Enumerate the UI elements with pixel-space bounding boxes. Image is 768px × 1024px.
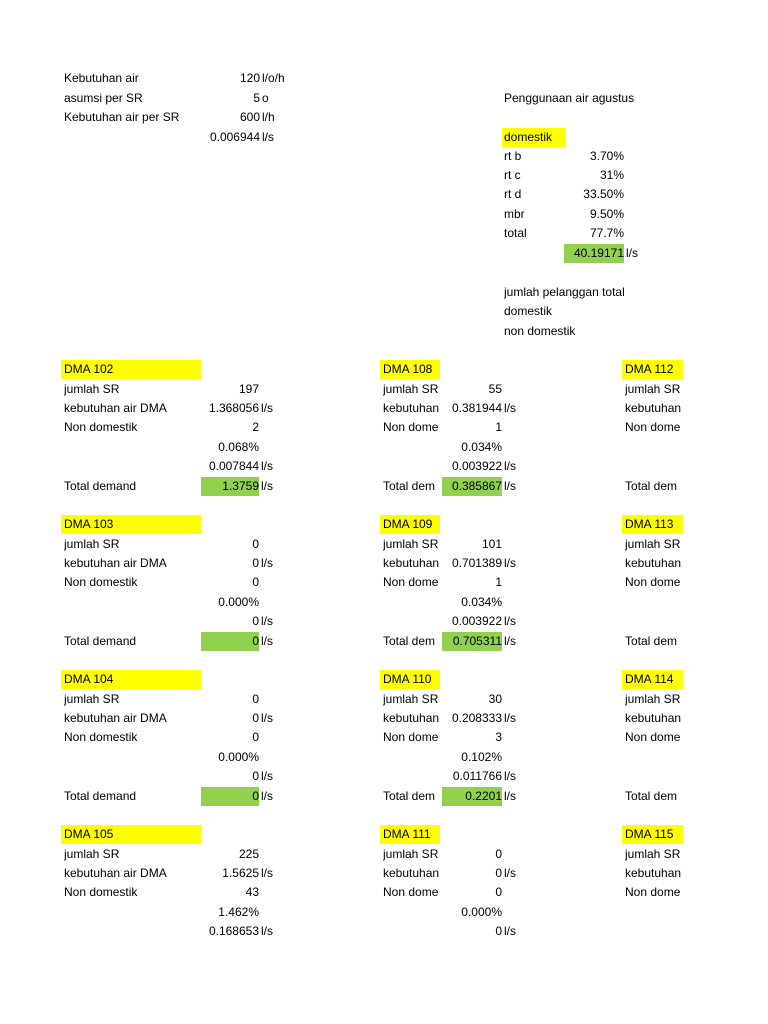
non-domestic-unit: l/s: [261, 924, 273, 938]
non-domestic-percent: 0.034%: [461, 440, 502, 454]
non-domestic-count: 2: [252, 420, 259, 434]
need-label: kebutuhan: [625, 711, 682, 725]
sr-label: jumlah SR: [64, 382, 120, 396]
non-domestic-flow: 0.003922: [451, 459, 502, 473]
non-domestic-flow: 0.003922: [451, 614, 502, 628]
non-domestic-count: 3: [495, 730, 502, 744]
non-domestic-unit: l/s: [504, 459, 516, 473]
sr-label: jumlah SR: [625, 847, 681, 861]
sr-value: 101: [481, 537, 502, 551]
need-value: 0.381944: [451, 401, 502, 415]
non-domestic-unit: l/s: [261, 769, 273, 783]
usage-row-value: 33.50%: [583, 187, 624, 201]
summary-value: 600: [239, 110, 260, 124]
total-label: Total dem: [625, 479, 678, 493]
need-value: 0: [252, 556, 259, 570]
dma-name: DMA 112: [622, 360, 683, 379]
total-unit: l/s: [504, 634, 516, 648]
total-value: 0: [201, 787, 259, 806]
need-value: 0.208333: [451, 711, 502, 725]
total-unit: l/s: [261, 479, 273, 493]
non-domestic-percent: 0.068%: [218, 440, 259, 454]
usage-row-label: rt c: [504, 168, 521, 182]
summary-unit: l/o/h: [262, 71, 285, 85]
non-domestic-label: Non dome: [383, 575, 439, 589]
dma-block: [622, 670, 768, 820]
dma-block: [61, 515, 311, 665]
need-label: kebutuhan air DMA: [64, 711, 167, 725]
dma-name: DMA 111: [380, 825, 440, 844]
total-label: Total dem: [383, 789, 436, 803]
total-value: 0.2201: [442, 787, 502, 806]
non-domestic-label: Non domestik: [64, 885, 138, 899]
non-domestic-label: Non dome: [625, 420, 681, 434]
need-label: kebutuhan: [383, 711, 440, 725]
non-domestic-unit: l/s: [504, 614, 516, 628]
dma-name: DMA 103: [61, 515, 201, 534]
dma-block: [380, 670, 630, 820]
usage-row-label: total: [504, 226, 527, 240]
total-unit: l/s: [504, 789, 516, 803]
non-domestic-count: 0: [252, 575, 259, 589]
non-domestic-percent: 1.462%: [218, 905, 259, 919]
non-domestic-unit: l/s: [504, 924, 516, 938]
usage-category-label: domestik: [502, 128, 566, 147]
sr-value: 225: [238, 847, 259, 861]
usage-row-label: rt b: [504, 149, 522, 163]
usage-row-label: mbr: [504, 207, 525, 221]
non-domestic-label: Non dome: [625, 885, 681, 899]
summary-unit: o: [262, 91, 269, 105]
sr-label: jumlah SR: [64, 537, 120, 551]
sr-label: jumlah SR: [383, 537, 439, 551]
sr-value: 197: [238, 382, 259, 396]
non-domestic-count: 1: [495, 575, 502, 589]
sr-label: jumlah SR: [625, 537, 681, 551]
sr-value: 0: [252, 537, 259, 551]
summary-unit: l/s: [262, 130, 274, 144]
dma-name: DMA 108: [380, 360, 440, 379]
dma-name: DMA 110: [380, 670, 440, 689]
total-label: Total demand: [64, 789, 137, 803]
summary-label: Kebutuhan air per SR: [64, 110, 180, 124]
sr-label: jumlah SR: [625, 692, 681, 706]
non-domestic-percent: 0.000%: [461, 905, 502, 919]
total-label: Total dem: [625, 634, 678, 648]
dma-block: [622, 360, 768, 510]
non-domestic-label: Non dome: [383, 420, 439, 434]
need-value: 1.5625: [222, 866, 259, 880]
non-domestic-flow: 0.007844: [208, 459, 259, 473]
total-unit: l/s: [261, 789, 273, 803]
sr-label: jumlah SR: [383, 382, 439, 396]
need-unit: l/s: [261, 401, 273, 415]
need-unit: l/s: [504, 866, 516, 880]
non-domestic-percent: 0.000%: [218, 750, 259, 764]
non-domestic-percent: 0.034%: [461, 595, 502, 609]
non-domestic-unit: l/s: [261, 459, 273, 473]
dma-block: [622, 515, 768, 665]
need-label: kebutuhan air DMA: [64, 556, 167, 570]
dma-block: [622, 825, 768, 975]
non-domestic-flow: 0: [252, 614, 259, 628]
summary-value: 0.006944: [209, 130, 260, 144]
dma-name: DMA 113: [622, 515, 683, 534]
non-domestic-count: 0: [495, 885, 502, 899]
sr-value: 55: [488, 382, 502, 396]
dma-name: DMA 114: [622, 670, 683, 689]
need-unit: l/s: [261, 866, 273, 880]
usage-row-value: 31%: [599, 168, 624, 182]
summary-value: 5: [253, 91, 260, 105]
total-label: Total demand: [64, 634, 137, 648]
dma-name: DMA 105: [61, 825, 201, 844]
usage-title: Penggunaan air agustus: [504, 91, 635, 105]
non-domestic-unit: l/s: [261, 614, 273, 628]
non-domestic-flow: 0: [252, 769, 259, 783]
sr-label: jumlah SR: [383, 847, 439, 861]
sr-label: jumlah SR: [625, 382, 681, 396]
need-label: kebutuhan: [625, 866, 682, 880]
non-domestic-label: Non dome: [383, 730, 439, 744]
dma-block: [380, 825, 630, 975]
need-value: 0: [495, 866, 502, 880]
dma-name: DMA 102: [61, 360, 201, 379]
need-unit: l/s: [504, 556, 516, 570]
summary-label: asumsi per SR: [64, 91, 143, 105]
customers-title: jumlah pelanggan total: [504, 285, 625, 299]
dma-name: DMA 109: [380, 515, 440, 534]
sr-value: 30: [488, 692, 502, 706]
non-domestic-label: Non dome: [625, 575, 681, 589]
need-label: kebutuhan: [383, 556, 440, 570]
total-unit: l/s: [261, 634, 273, 648]
sr-label: jumlah SR: [64, 692, 120, 706]
dma-block: [61, 670, 311, 820]
usage-row-value: 3.70%: [589, 149, 624, 163]
usage-row-value: 9.50%: [589, 207, 624, 221]
summary-label: Kebutuhan air: [64, 71, 139, 85]
need-unit: l/s: [261, 711, 273, 725]
dma-block: [61, 825, 311, 975]
need-label: kebutuhan: [383, 866, 440, 880]
usage-total-unit: l/s: [626, 246, 638, 260]
total-unit: l/s: [504, 479, 516, 493]
dma-name: DMA 115: [622, 825, 683, 844]
non-domestic-percent: 0.102%: [461, 750, 502, 764]
total-label: Total dem: [383, 634, 436, 648]
dma-name: DMA 104: [61, 670, 201, 689]
usage-row-value: 77.7%: [589, 226, 624, 240]
non-domestic-flow: 0.011766: [452, 769, 502, 783]
need-label: kebutuhan: [625, 401, 682, 415]
non-domestic-count: 0: [252, 730, 259, 744]
dma-block: [380, 515, 630, 665]
need-value: 1.368056: [208, 401, 259, 415]
need-label: kebutuhan: [383, 401, 440, 415]
sr-value: 0: [252, 692, 259, 706]
non-domestic-unit: l/s: [504, 769, 516, 783]
need-unit: l/s: [504, 711, 516, 725]
need-value: 0: [252, 711, 259, 725]
sr-label: jumlah SR: [64, 847, 120, 861]
non-domestic-flow: 0: [495, 924, 502, 938]
dma-block: [380, 360, 630, 510]
total-value: 0.385867: [442, 477, 502, 496]
need-unit: l/s: [261, 556, 273, 570]
need-label: kebutuhan: [625, 556, 682, 570]
usage-total-flow: 40.19171: [564, 244, 624, 263]
non-domestic-percent: 0.000%: [218, 595, 259, 609]
customers-domestic: domestik: [504, 304, 553, 318]
sr-value: 0: [495, 847, 502, 861]
total-value: 0: [201, 632, 259, 651]
non-domestic-label: Non dome: [625, 730, 681, 744]
non-domestic-label: Non domestik: [64, 420, 138, 434]
non-domestic-count: 43: [245, 885, 259, 899]
non-domestic-label: Non domestik: [64, 730, 138, 744]
total-label: Total demand: [64, 479, 137, 493]
need-label: kebutuhan air DMA: [64, 401, 167, 415]
total-label: Total dem: [383, 479, 436, 493]
need-value: 0.701389: [451, 556, 502, 570]
total-label: Total dem: [625, 789, 678, 803]
non-domestic-count: 1: [495, 420, 502, 434]
non-domestic-label: Non domestik: [64, 575, 138, 589]
summary-unit: l/h: [262, 110, 275, 124]
summary-value: 120: [239, 71, 260, 85]
customers-non-domestic: non domestik: [504, 324, 576, 338]
dma-block: [61, 360, 311, 510]
need-label: kebutuhan air DMA: [64, 866, 167, 880]
sr-label: jumlah SR: [383, 692, 439, 706]
non-domestic-label: Non dome: [383, 885, 439, 899]
usage-row-label: rt d: [504, 187, 522, 201]
total-value: 0.705311: [442, 632, 502, 651]
non-domestic-flow: 0.168653: [208, 924, 259, 938]
need-unit: l/s: [504, 401, 516, 415]
total-value: 1.3759: [201, 477, 259, 496]
